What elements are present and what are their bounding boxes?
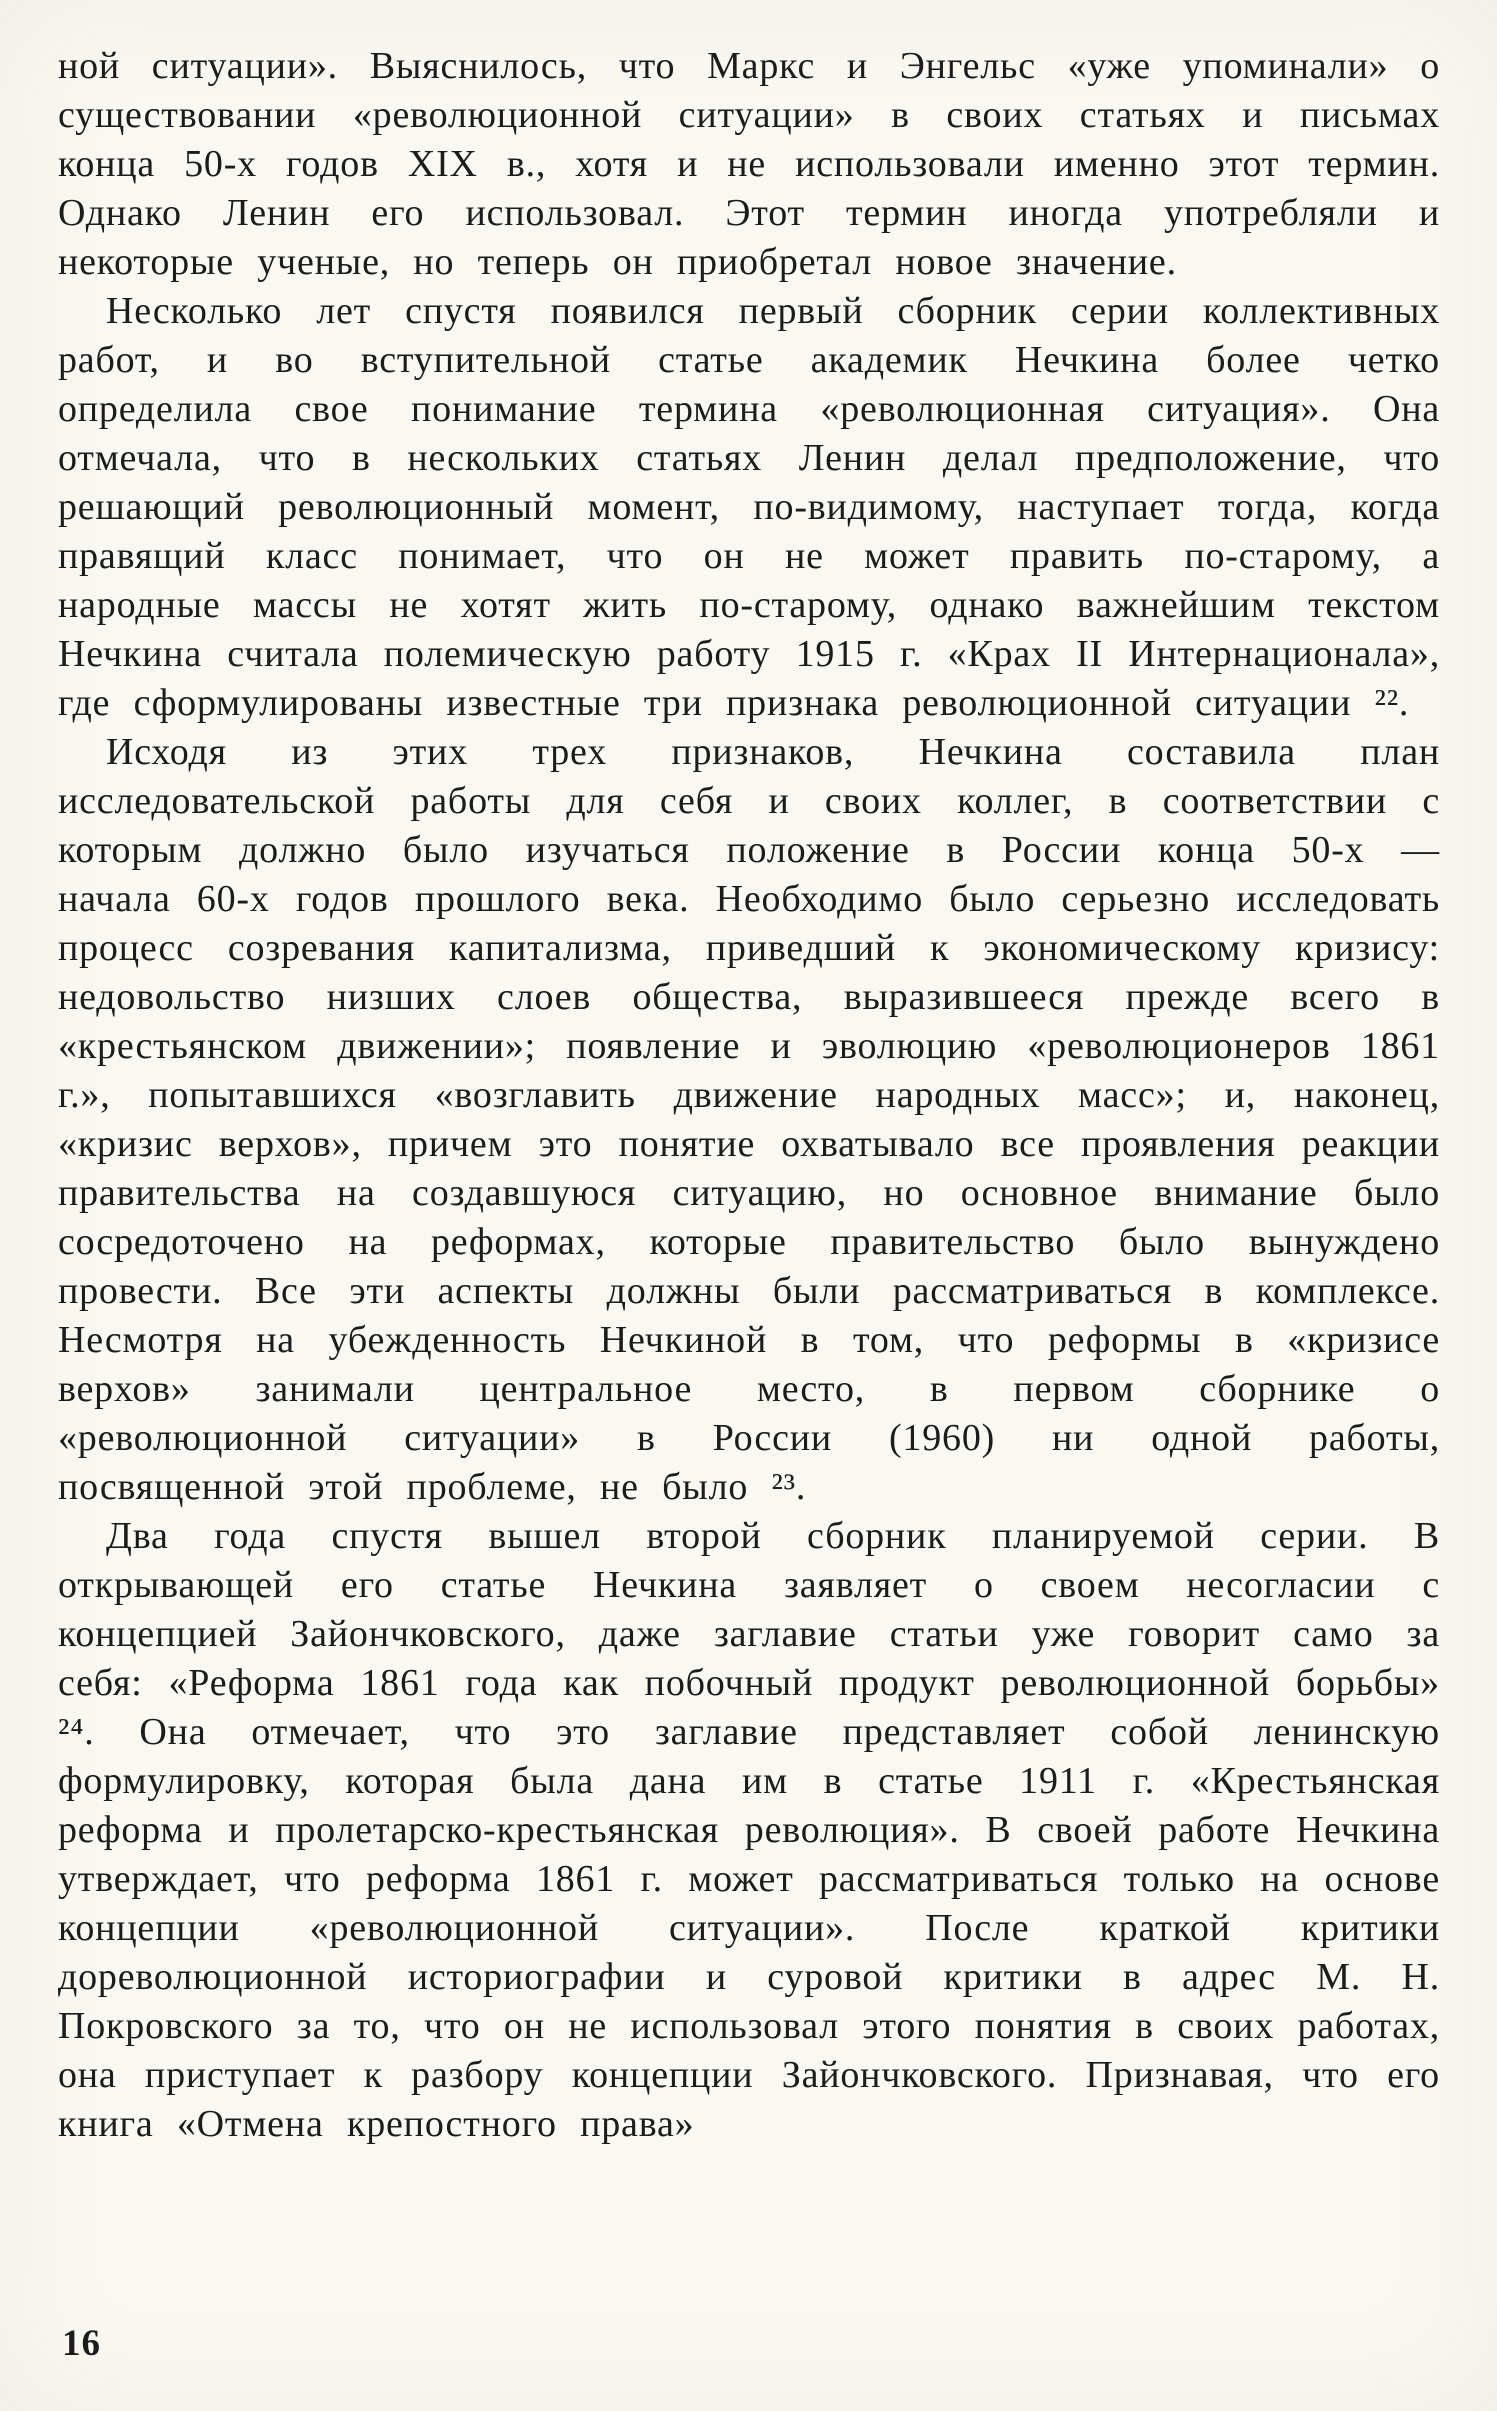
- body-text: [58, 42, 1440, 2149]
- paragraph: Исходя из этих трех признаков, Нечкина составила план исследовательской работы для себя и своих коллег, в соответствии с которым должно было изучаться положение в России конца 50-х — начала 60-х годов прошлого века. Необходимо было серьезно исследовать процесс созревания капитализма, приведший к экономическому кризису: недовольство низших слоев общества, выразившееся прежде всего в «крестьянском движении»; появление и эволюцию «революционеров 1861 г.», попытавшихся «возглавить движение народных масс»; и, наконец, «кризис верхов», причем это понятие охватывало все проявления реакции правительства на создавшуюся ситуацию, но основное внимание было сосредоточено на реформах, которые правительство было вынуждено провести. Все эти аспекты должны были рассматриваться в комплексе. Несмотря на убежденность Нечкиной в том, что реформы в «кризисе верхов» занимали центральное место, в первом сборнике о «революционной ситуации» в России (1960) ни одной работы, посвященной этой проблеме, не было ²³.: [58, 731, 1440, 1508]
- paragraph: Несколько лет спустя появился первый сборник серии коллективных работ, и во вступительной статье академик Нечкина более четко определила свое понимание термина «революционная ситуация». Она отмечала, что в нескольких статьях Ленин делал предположение, что решающий революционный момент, по-видимому, наступает тогда, когда правящий класс понимает, что он не может править по-старому, а народные массы не хотят жить по-старому, однако важнейшим текстом Нечкина считала полемическую работу 1915 г. «Крах II Интернационала», где сформулированы известные три признака революционной ситуации ²².: [58, 290, 1440, 724]
- page-number: 16: [62, 2323, 101, 2364]
- paragraph-continuation: ной ситуации». Выяснилось, что Маркс и Энгельс «уже упоминали» о существовании «революционной ситуации» в своих статьях и письмах конца 50-х годов XIX в., хотя и не использовали именно этот термин. Однако Ленин его использовал. Этот термин иногда употребляли и некоторые ученые, но теперь он приобретал новое значение.: [58, 45, 1440, 283]
- paragraph: Два года спустя вышел второй сборник планируемой серии. В открывающей его статье Нечкина заявляет о своем несогласии с концепцией Зайончковского, даже заглавие статьи уже говорит само за себя: «Реформа 1861 года как побочный продукт революционной борьбы» ²⁴. Она отмечает, что это заглавие представляет собой ленинскую формулировку, которая была дана им в статье 1911 г. «Крестьянская реформа и пролетарско-крестьянская революция». В своей работе Нечкина утверждает, что реформа 1861 г. может рассматриваться только на основе концепции «революционной ситуации». После краткой критики дореволюционной историографии и суровой критики в адрес М. Н. Покровского за то, что он не использовал этого понятия в своих работах, она приступает к разбору концепции Зайончковского. Признавая, что его книга «Отмена крепостного права»: [58, 1515, 1440, 2145]
